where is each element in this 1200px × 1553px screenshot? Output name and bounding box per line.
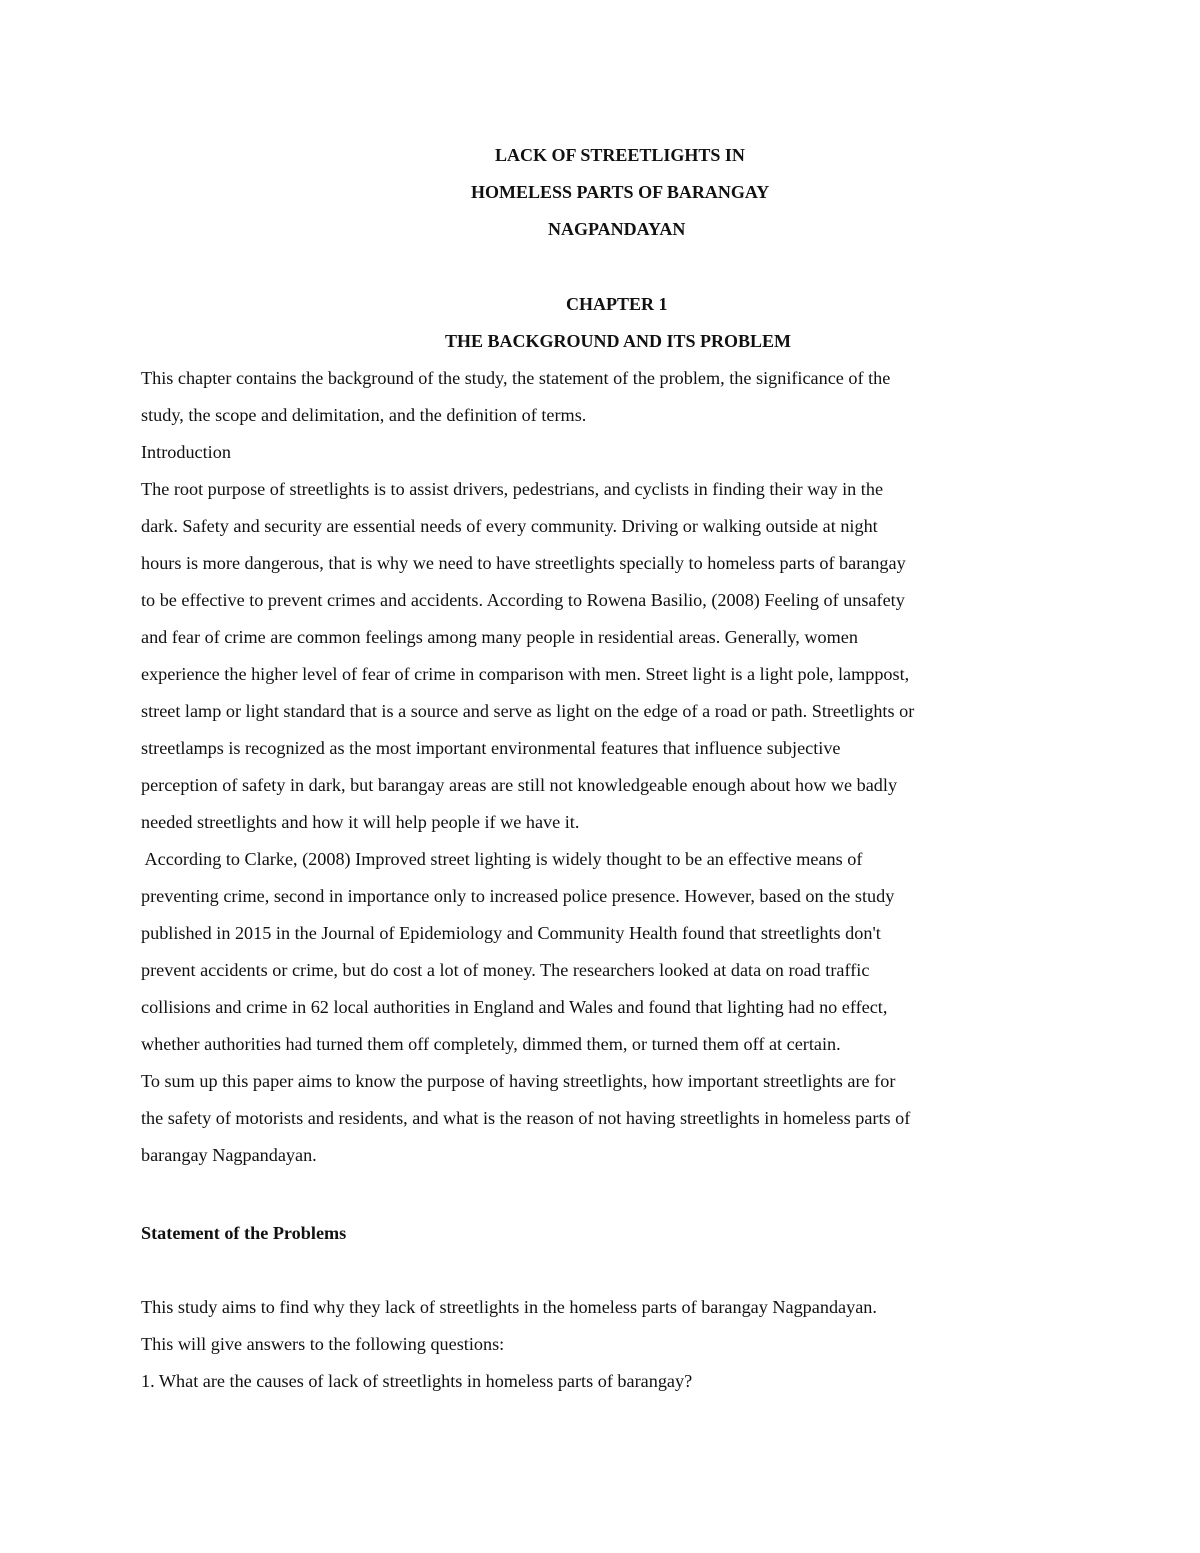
statement-line: This study aims to find why they lack of streetlights in the homeless parts of barangay Nagpandayan.: [141, 1297, 877, 1317]
paragraph-line: The root purpose of streetlights is to assist drivers, pedestrians, and cyclists in finding their way in the: [141, 479, 884, 499]
paragraph-line: preventing crime, second in importance only to increased police presence. However, based on the study: [141, 886, 895, 906]
paragraph-line: dark. Safety and security are essential needs of every community. Driving or walking outside at night: [141, 516, 878, 536]
chapter-title: THE BACKGROUND AND ITS PROBLEM: [445, 331, 792, 351]
paragraph-line: collisions and crime in 62 local authorities in England and Wales and found that lighting had no effect,: [141, 997, 888, 1017]
paragraph-line: needed streetlights and how it will help people if we have it.: [141, 812, 580, 832]
intro-paragraph-line: This chapter contains the background of the study, the statement of the problem, the significance of the: [141, 368, 891, 388]
title-line-3: NAGPANDAYAN: [548, 219, 686, 239]
paragraph-line: streetlamps is recognized as the most important environmental features that influence subjective: [141, 738, 841, 758]
paragraph-line: hours is more dangerous, that is why we need to have streetlights specially to homeless parts of barangay: [141, 553, 906, 573]
introduction-heading: Introduction: [141, 442, 231, 462]
paragraph-line: According to Clarke, (2008) Improved street lighting is widely thought to be an effective means of: [141, 849, 863, 869]
statement-line: This will give answers to the following questions:: [141, 1334, 505, 1354]
paragraph-line: published in 2015 in the Journal of Epidemiology and Community Health found that streetlights don't: [141, 923, 881, 943]
statement-heading: Statement of the Problems: [141, 1223, 347, 1243]
statement-question: 1. What are the causes of lack of streetlights in homeless parts of barangay?: [141, 1371, 693, 1391]
chapter-number: CHAPTER 1: [566, 294, 668, 314]
paragraph-line: prevent accidents or crime, but do cost a lot of money. The researchers looked at data on road traffic: [141, 960, 870, 980]
title-line-1: LACK OF STREETLIGHTS IN: [495, 145, 745, 165]
title-line-2: HOMELESS PARTS OF BARANGAY: [471, 182, 770, 202]
paragraph-line: whether authorities had turned them off completely, dimmed them, or turned them off at certain.: [141, 1034, 841, 1054]
paragraph-line: experience the higher level of fear of crime in comparison with men. Street light is a light pole, lamppost,: [141, 664, 910, 684]
paragraph-line: to be effective to prevent crimes and accidents. According to Rowena Basilio, (2008) Feeling of unsafety: [141, 590, 905, 610]
paragraph-line: and fear of crime are common feelings among many people in residential areas. Generally, women: [141, 627, 858, 647]
paragraph-line: To sum up this paper aims to know the purpose of having streetlights, how important streetlights are for: [141, 1071, 896, 1091]
paragraph-line: street lamp or light standard that is a source and serve as light on the edge of a road or path. Streetlights or: [141, 701, 915, 721]
paragraph-line: perception of safety in dark, but barangay areas are still not knowledgeable enough about how we badly: [141, 775, 898, 795]
paragraph-line: the safety of motorists and residents, and what is the reason of not having streetlights in homeless parts of: [141, 1108, 911, 1128]
intro-paragraph-line: study, the scope and delimitation, and the definition of terms.: [141, 405, 587, 425]
paragraph-line: barangay Nagpandayan.: [141, 1145, 317, 1165]
